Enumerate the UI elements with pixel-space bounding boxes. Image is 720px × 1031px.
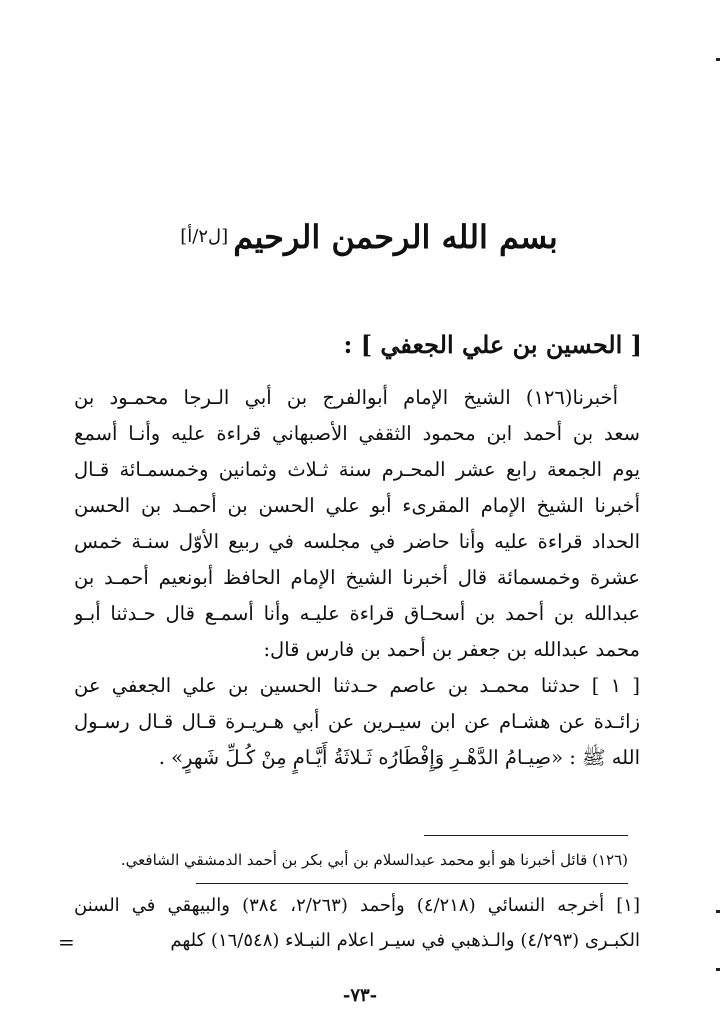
header-row — [0, 218, 720, 256]
narration-line: الحداد قراءة عليه وأنا حاضر في مجلسه في ربيع الأوّل سنـة خمس — [74, 530, 640, 553]
margin-mark — [716, 968, 720, 971]
takhrij-divider — [196, 883, 628, 884]
footnote: (١٢٦) قائل أخبرنا هو أبو محمد عبدالسلام بن أبي بكر بن أحمد الدمشقي الشافعي. — [120, 851, 628, 869]
takhrij-line: [١] أخرجه النسائي (٤/٢١٨) وأحمد (٢/٢٦٣، ٣٨٤) والبيهقي في السنن — [74, 895, 640, 916]
continuation-mark: = — [58, 930, 75, 954]
narration-line: عبدالله بن أحمد بن أسحـاق قراءة عليـه وأنا أسمـع قال حـدثنا أبـو — [74, 602, 640, 625]
margin-mark — [716, 58, 720, 61]
narration-line: أخبرنا الشيخ الإمام المقرىء أبو علي الحسن بن أحمـد بن الحسن — [74, 494, 640, 517]
page-number: -٧٣- — [342, 985, 378, 1006]
section-title: [ الحسين بن علي الجعفي ] : — [343, 330, 642, 359]
footnote-divider — [424, 835, 628, 836]
basmala-heading: بسم الله الرحمن الرحيم — [233, 218, 558, 256]
narration-line: أخبرنا(١٢٦) الشيخ الإمام أبوالفرج بن أبي الـرجا محمـود بن — [74, 386, 618, 409]
narration-line: محمد عبدالله بن جعفر بن أحمد بن فارس قال: — [263, 638, 640, 661]
narration-line: عشرة وخمسمائة قال أخبرنا الشيخ الإمام الحافظ أبونعيم أحمـد بن — [74, 566, 640, 589]
narration-line: يوم الجمعة رابع عشر المحـرم سنة ثـلاث وثمانين وخمسمـائة قـال — [74, 458, 640, 481]
hadith-line: الله ﷺ : «صِيـامُ الدَّهْـرِ وَإِفْطَارُه ثَـلاثَةُ أَيَّـامٍ مِنْ كُـلِّ شَهرٍ» . — [158, 746, 640, 769]
hadith-line: زائـدة عن هشـام عن ابن سيـرين عن أبي هـريـرة قـال قـال رسـول — [74, 710, 640, 733]
margin-mark — [716, 910, 720, 913]
narration-text — [74, 380, 640, 776]
takhrij-notes — [74, 888, 640, 958]
narration-line: سعد بن أحمد ابن محمود الثقفي الأصبهاني قراءة عليه وأنـا أسمع — [74, 422, 640, 445]
takhrij-line: الكبـرى (٤/٢٩٣) والـذهبي في سيـر اعلام النبـلاء (١٦/٥٤٨) كلهم — [170, 930, 640, 951]
hadith-line: [ ١ ] حدثنا محمـد بن عاصم حـدثنا الحسين بن علي الجعفي عن — [74, 674, 640, 697]
folio-marker: [ل۲/أ] — [180, 226, 229, 247]
